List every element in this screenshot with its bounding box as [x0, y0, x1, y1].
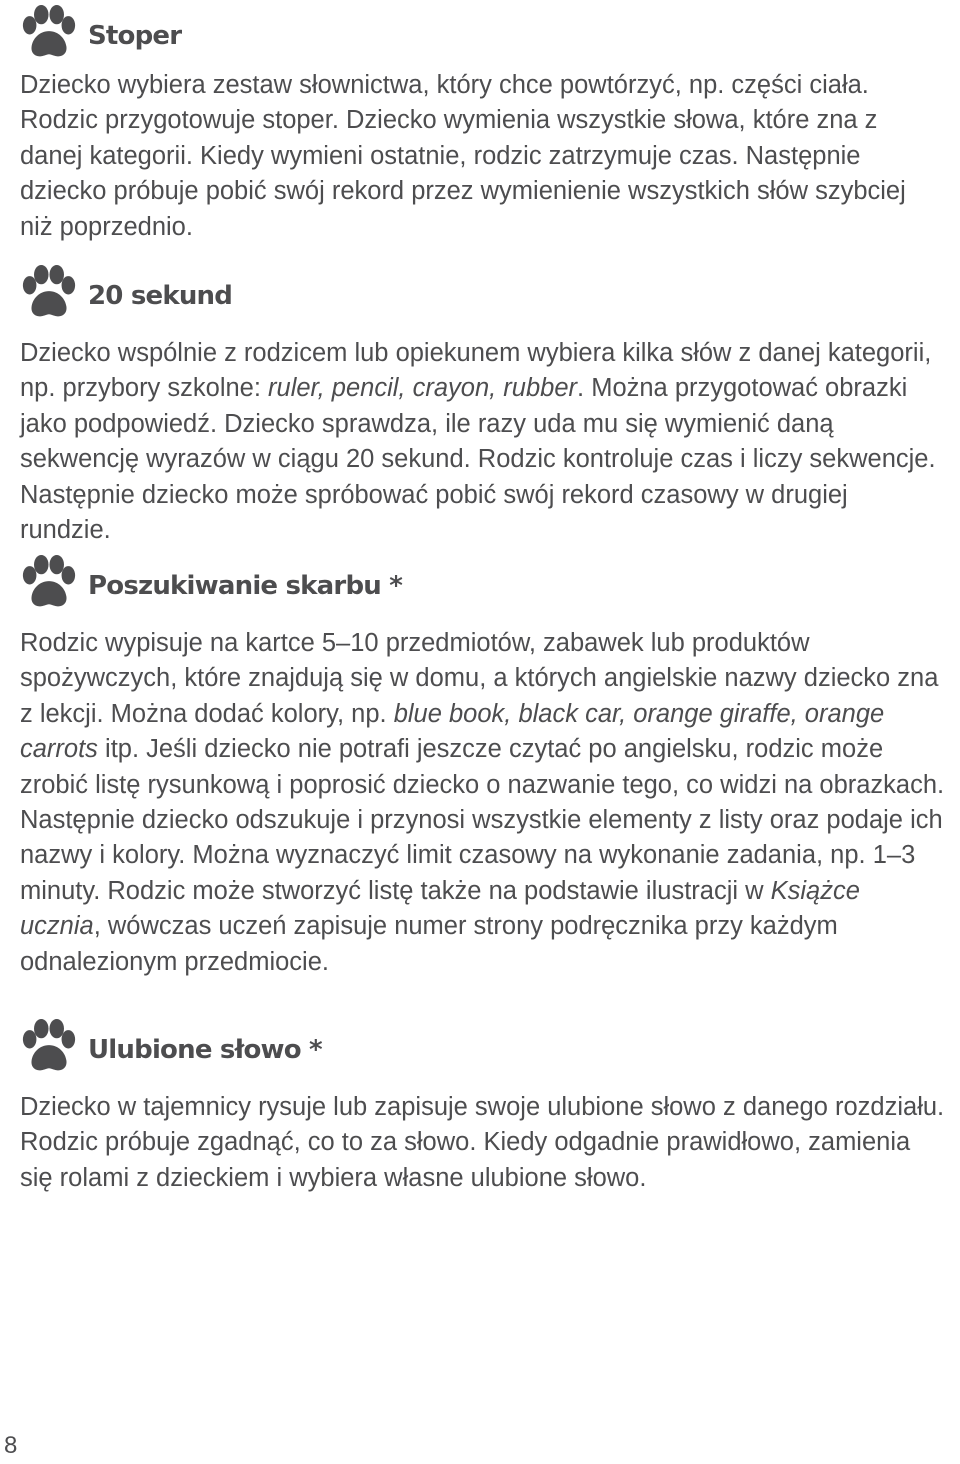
- section-title: Poszukiwanie skarbu *: [88, 571, 403, 601]
- body-text: itp. Jeśli dziecko nie potrafi jeszcze czytać po angielsku, rodzic może zrobić listę rysunkową i poprosić dziecko o nazwanie tego, co widzi na obrazkach. Następnie dziecko odszukuje i przynosi wszystkie elementy z listy oraz podaje ich nazwy i kolory. Można wyznaczyć limit czasowy na wykonanie zadania, np. 1–3 minuty. Rodzic może stworzyć listę także na podstawie ilustracji w: [20, 735, 945, 905]
- section-20-sekund: [20, 262, 945, 548]
- paw-print-icon: [20, 264, 78, 322]
- section-ulubione-slowo: [20, 1016, 945, 1196]
- section-heading: [20, 262, 945, 324]
- paw-print-icon: [20, 4, 78, 62]
- paw-print-icon: [20, 1018, 78, 1076]
- page-number: 8: [4, 1432, 18, 1459]
- section-body: Dziecko wybiera zestaw słownictwa, który chce powtórzyć, np. części ciała. Rodzic przygotowuje stoper. Dziecko wymienia wszystkie słowa, które zna z danej kategorii. Kiedy wymieni ostatnie, rodzic zatrzymuje czas. Następnie dziecko próbuje pobić swój rekord przez wymienienie wszystkich słów szybciej niż poprzednio.: [20, 71, 906, 241]
- section-heading: [20, 552, 945, 614]
- section-title: Ulubione słowo *: [88, 1035, 322, 1065]
- section-heading: [20, 2, 945, 64]
- body-text: . Można przygotować obrazki jako podpowiedź. Dziecko sprawdza, ile razy uda mu się wymienić daną sekwencję wyrazów w ciągu 20 sekund. Rodzic kontroluje czas i liczy sekwencje. Następnie dziecko może spróbować pobić swój rekord czasowy w drugiej rundzie.: [20, 374, 936, 545]
- body-text: , wówczas uczeń zapisuje numer strony podręcznika przy każdym odnalezionym przedmiocie.: [20, 912, 838, 976]
- section-title: Stoper: [88, 21, 182, 51]
- section-heading: [20, 1016, 945, 1078]
- section-title: 20 sekund: [88, 281, 233, 311]
- section-stoper: [20, 2, 945, 245]
- section-poszukiwanie-skarbu: [20, 552, 945, 980]
- section-body: [20, 626, 945, 980]
- body-italic-text: blue book, black car, orange giraffe, orange carrots: [20, 699, 885, 764]
- section-body: Dziecko w tajemnicy rysuje lub zapisuje swoje ulubione słowo z danego rozdziału. Rodzic próbuje zgadnąć, co to za słowo. Kiedy odgadnie prawidłowo, zamienia się rolami z dzieckiem i wybiera własne ulubione słowo.: [20, 1093, 945, 1192]
- body-italic-text: Książce ucznia: [20, 876, 860, 941]
- section-body: [20, 336, 945, 548]
- body-text: Rodzic wypisuje na kartce 5–10 przedmiotów, zabawek lub produktów spożywczych, które znajdują się w domu, a których angielskie nazwy dziecko zna z lekcji. Można dodać kolory, np.: [20, 629, 939, 728]
- body-text: Dziecko wspólnie z rodzicem lub opiekunem wybiera kilka słów z danej kategorii, np. przybory szkolne:: [20, 339, 932, 403]
- body-italic-text: ruler, pencil, crayon, rubber: [268, 374, 578, 403]
- paw-print-icon: [20, 554, 78, 612]
